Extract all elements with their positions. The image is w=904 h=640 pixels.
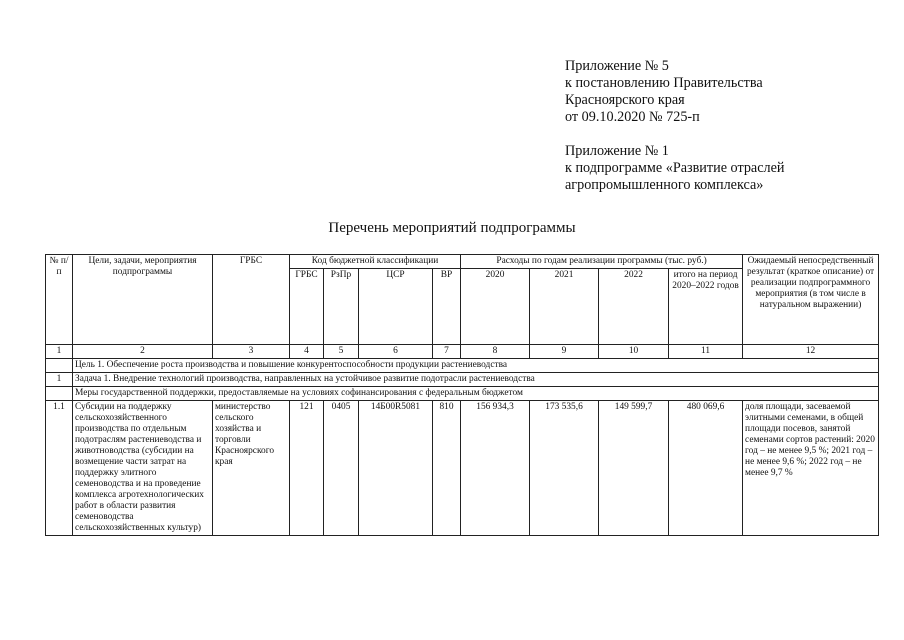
item-2021: 173 535,6 (530, 401, 599, 536)
measures-num-cell (46, 387, 73, 401)
task-text: Задача 1. Внедрение технологий производства, направленных на устойчивое развитие подотрасли растениеводства (73, 373, 879, 387)
appendix-line: Приложение № 1 (565, 143, 669, 159)
header-goals: Цели, задачи, мероприятия подпрограммы (73, 255, 213, 345)
item-rzpr: 0405 (324, 401, 359, 536)
col-number: 7 (433, 345, 461, 359)
document-title: Перечень мероприятий подпрограммы (328, 220, 576, 236)
appendix-line: к постановлению Правительства (565, 75, 763, 91)
header-total: итого на период 2020–2022 годов (669, 269, 743, 345)
goal-text: Цель 1. Обеспечение роста производства и повышение конкурентоспособности продукции растениеводства (73, 359, 879, 373)
col-number: 4 (290, 345, 324, 359)
item-total: 480 069,6 (669, 401, 743, 536)
item-result: доля площади, засеваемой элитными семенами, в общей площади посевов, занятой семенами сортов растений: 2020 год – не менее 9,5 %; 2021 год – не менее 9,6 %; 2022 год – не менее 9,7 % (743, 401, 879, 536)
header-2021: 2021 (530, 269, 599, 345)
goal-num-cell (46, 359, 73, 373)
appendix-line: Приложение № 5 (565, 58, 669, 74)
header-grbs: ГРБС (213, 255, 290, 345)
col-number: 1 (46, 345, 73, 359)
header-result: Ожидаемый непосредственный результат (краткое описание) от реализации подпрограммного мероприятия (в том числе в натуральном выражении) (743, 255, 879, 345)
appendix-block (565, 58, 784, 194)
spacer (565, 126, 784, 143)
item-csr: 14Б00R5081 (359, 401, 433, 536)
header-expenses: Расходы по годам реализации программы (тыс. руб.) (461, 255, 743, 269)
item-2020: 156 934,3 (461, 401, 530, 536)
table-row (46, 401, 879, 536)
col-number: 3 (213, 345, 290, 359)
header-2020: 2020 (461, 269, 530, 345)
header-row (46, 255, 879, 269)
col-number: 10 (599, 345, 669, 359)
appendix-line: Красноярского края (565, 92, 685, 108)
header-budget-code: Код бюджетной классификации (290, 255, 461, 269)
item-vr: 810 (433, 401, 461, 536)
item-num: 1.1 (46, 401, 73, 536)
header-rzpr: РзПр (324, 269, 359, 345)
measures-table (45, 254, 879, 536)
header-num: № п/п (46, 255, 73, 345)
col-number: 8 (461, 345, 530, 359)
item-2022: 149 599,7 (599, 401, 669, 536)
task-row (46, 373, 879, 387)
measures-text: Меры государственной поддержки, предоставляемые на условиях софинансирования с федеральным бюджетом (73, 387, 879, 401)
header-grbs-code: ГРБС (290, 269, 324, 345)
col-number: 2 (73, 345, 213, 359)
goal-row (46, 359, 879, 373)
item-grbs-code: 121 (290, 401, 324, 536)
header-csr: ЦСР (359, 269, 433, 345)
col-number: 9 (530, 345, 599, 359)
appendix-line: от 09.10.2020 № 725-п (565, 109, 700, 125)
col-number: 12 (743, 345, 879, 359)
col-number: 6 (359, 345, 433, 359)
task-num: 1 (46, 373, 73, 387)
appendix-line: к подпрограмме «Развитие отраслей (565, 160, 785, 176)
header-2022: 2022 (599, 269, 669, 345)
appendix-line: агропромышленного комплекса» (565, 177, 764, 193)
item-grbs: министерство сельского хозяйства и торговли Красноярского края (213, 401, 290, 536)
column-numbers-row (46, 345, 879, 359)
header-vr: ВР (433, 269, 461, 345)
col-number: 11 (669, 345, 743, 359)
col-number: 5 (324, 345, 359, 359)
item-text: Субсидии на поддержку сельскохозяйственного производства по отдельным подотраслям растениеводства и животноводства (субсидии на возмещение части затрат на поддержку элитного семеноводства и на проведение комплекса агротехнологических работ в области развития семеноводства сельскохозяйственных культур) (73, 401, 213, 536)
measures-row (46, 387, 879, 401)
